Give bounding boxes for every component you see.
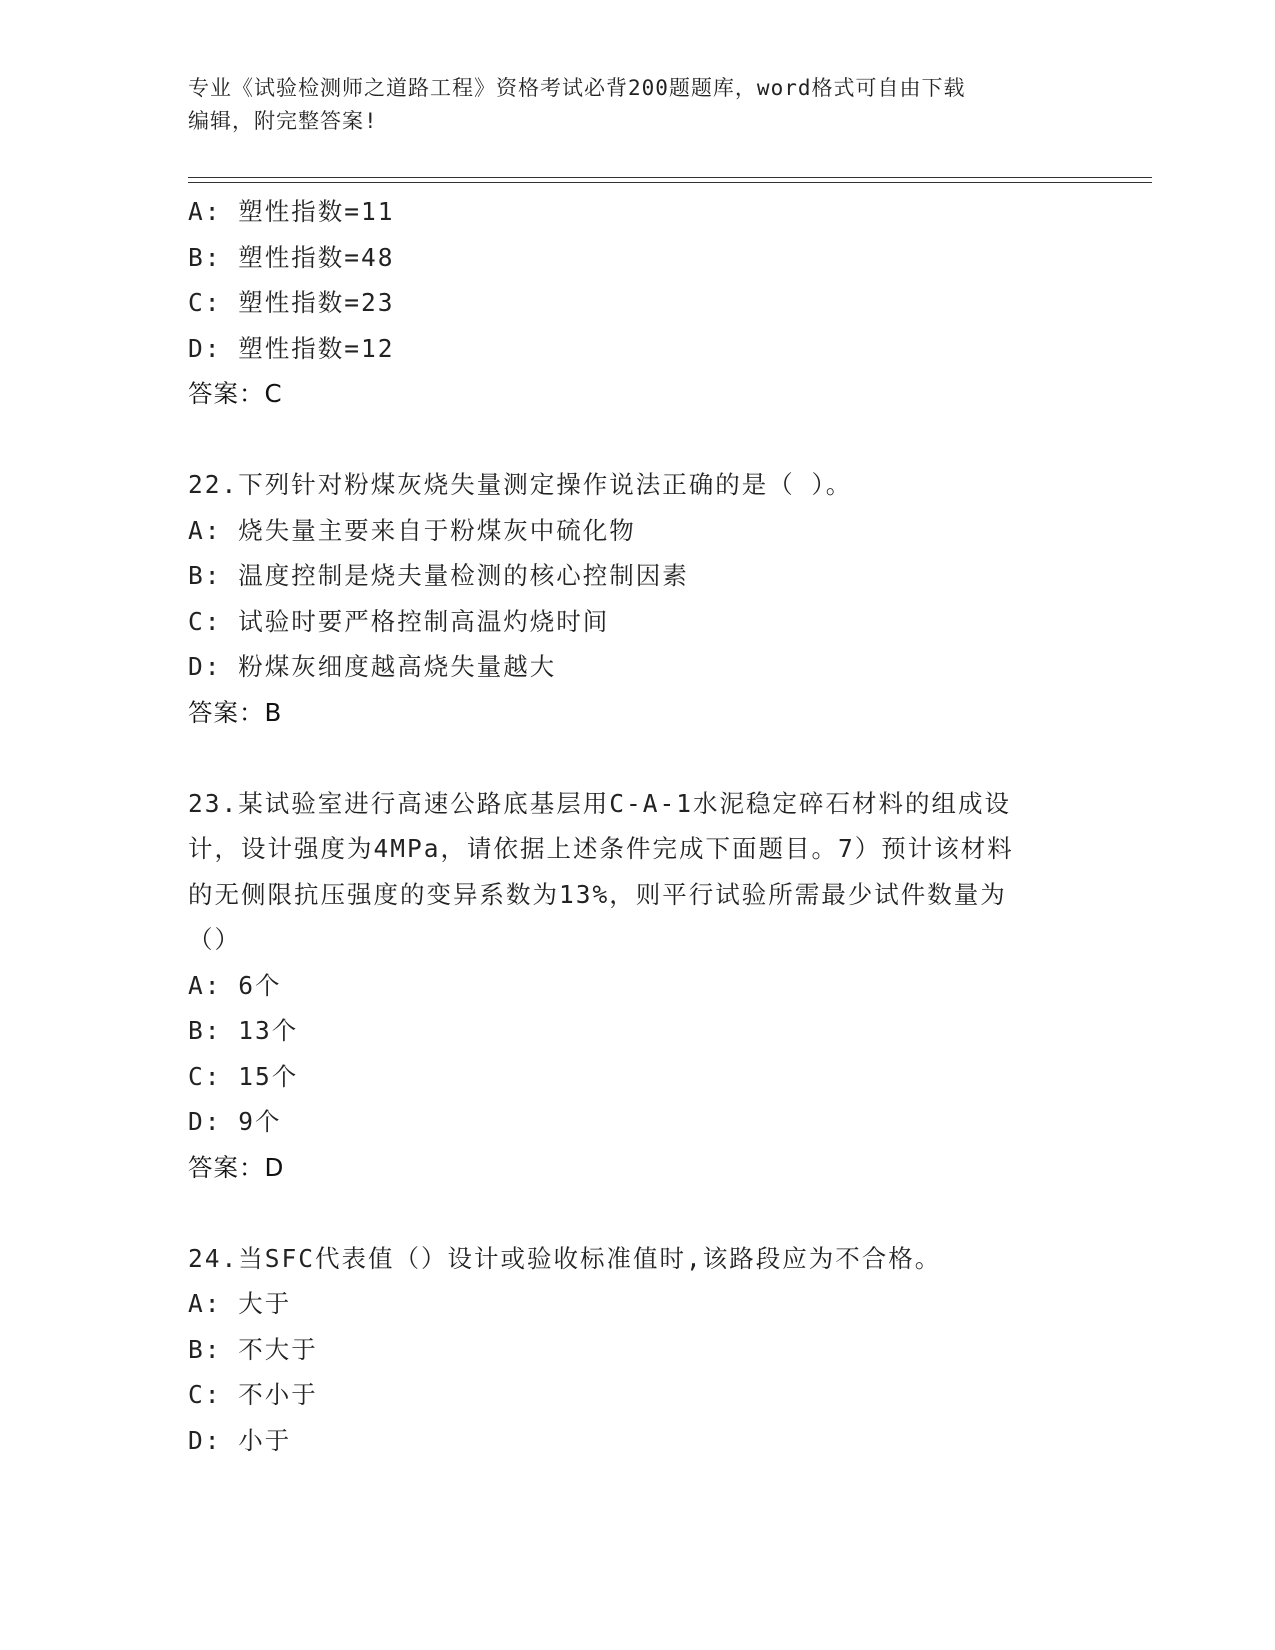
- question-block-23: [188, 781, 1088, 1191]
- option-a: A: 大于: [188, 1289, 292, 1318]
- option-b: B: 13个: [188, 1016, 299, 1045]
- question-text-line-4: （）: [188, 925, 241, 954]
- option-c: C: 试验时要严格控制高温灼烧时间: [188, 606, 610, 636]
- option-c: C: 15个: [188, 1061, 299, 1091]
- answer-line: 答案：C: [188, 379, 283, 408]
- option-c: C: 塑性指数=23: [188, 288, 395, 317]
- option-b: B: 塑性指数=48: [188, 242, 395, 272]
- option-c: C: 不小于: [188, 1380, 318, 1409]
- question-list: [188, 189, 1088, 1463]
- spacer: [188, 1190, 1088, 1236]
- answer-line: 答案：B: [188, 697, 283, 727]
- question-text: 24.当SFC代表值（）设计或验收标准值时,该路段应为不合格。: [188, 1243, 942, 1273]
- header-rule-top: [188, 177, 1152, 178]
- answer-line: 答案：D: [188, 1152, 285, 1182]
- option-b: B: 温度控制是烧夫量检测的核心控制因素: [188, 561, 689, 590]
- option-d: D: 小于: [188, 1425, 292, 1455]
- question-text-line-2: 计，设计强度为4MPa，请依据上述条件完成下面题目。7）预计该材料: [188, 834, 1014, 863]
- question-text: 22.下列针对粉煤灰烧失量测定操作说法正确的是（ ）。: [188, 470, 853, 499]
- option-b: B: 不大于: [188, 1334, 318, 1364]
- question-block-21: [188, 189, 1088, 417]
- spacer: [188, 735, 1088, 781]
- spacer: [188, 417, 1088, 463]
- header-line-2: 编辑，附完整答案!: [188, 109, 378, 133]
- question-text-line-1: 23.某试验室进行高速公路底基层用C-A-1水泥稳定碎石材料的组成设: [188, 788, 1011, 818]
- option-a: A: 6个: [188, 970, 282, 1000]
- question-text-line-3: 的无侧限抗压强度的变异系数为13%，则平行试验所需最少试件数量为: [188, 879, 1007, 909]
- header-rule-bottom: [188, 182, 1152, 183]
- option-d: D: 9个: [188, 1107, 282, 1136]
- header-line-1: 专业《试验检测师之道路工程》资格考试必背200题题库，word格式可自由下载: [188, 76, 966, 100]
- option-a: A: 烧失量主要来自于粉煤灰中硫化物: [188, 515, 636, 545]
- question-block-24: [188, 1236, 1088, 1464]
- option-d: D: 塑性指数=12: [188, 333, 395, 363]
- option-d: D: 粉煤灰细度越高烧失量越大: [188, 652, 557, 681]
- question-block-22: [188, 462, 1088, 735]
- document-header: [188, 72, 1088, 138]
- option-a: A: 塑性指数=11: [188, 197, 395, 226]
